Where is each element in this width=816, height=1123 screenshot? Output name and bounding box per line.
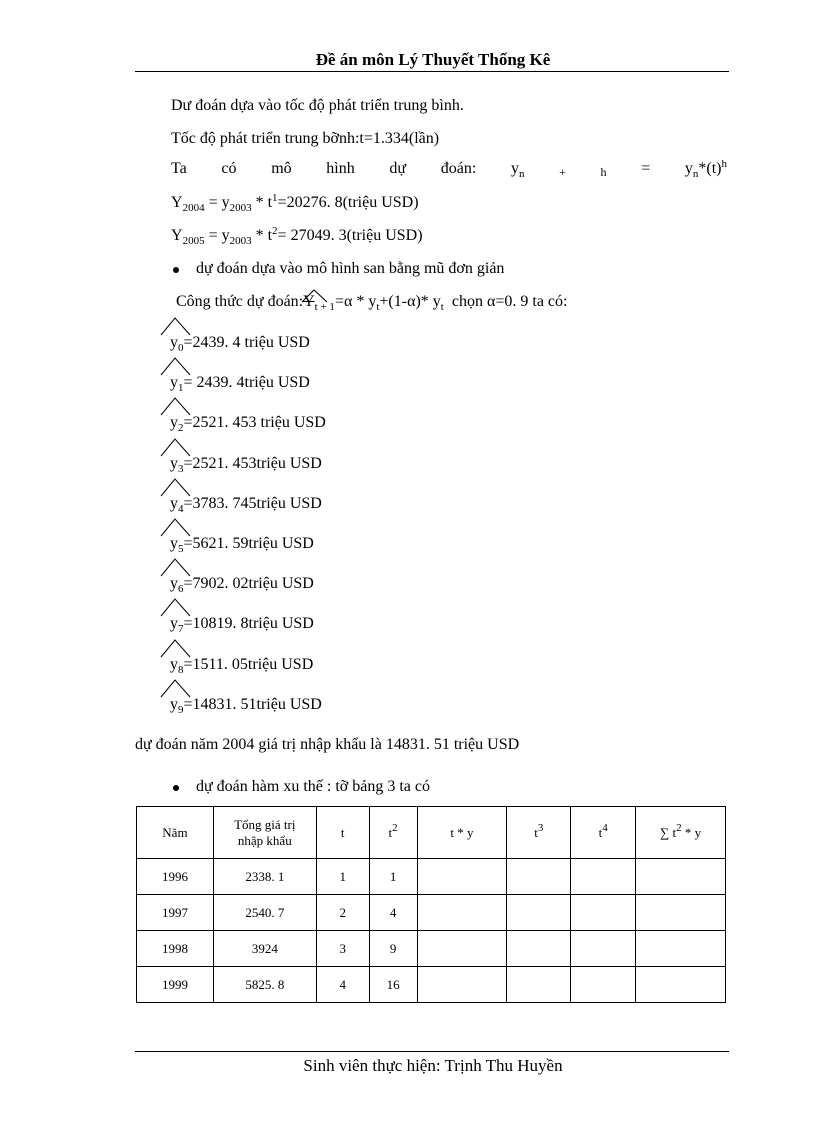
avg-growth-rate-line: Tốc độ phát triển trung bỡnh:t=1.334(lần) bbox=[171, 130, 440, 147]
table-cell bbox=[417, 931, 507, 967]
model-word: mô bbox=[271, 160, 292, 177]
col-header-t2: $t^2$ bbox=[369, 807, 417, 859]
model-formula-h: h bbox=[600, 165, 607, 179]
hat-icon bbox=[301, 289, 331, 303]
table-cell bbox=[417, 895, 507, 931]
col-header-t4: $t^4$ bbox=[571, 807, 636, 859]
model-formula-rhs: $y_n*(t)^h$ bbox=[684, 158, 727, 180]
col-header-year: Năm bbox=[137, 807, 214, 859]
col-header-t3: $t^3$ bbox=[507, 807, 571, 859]
model-word: hình bbox=[326, 160, 355, 177]
conclusion-line: dự đoán năm 2004 giá trị nhập khẩu là 14831. 51 triệu USD bbox=[135, 736, 520, 753]
exp-smoothing-bullet-text: dự đoán dựa vào mô hình san bằng mũ đơn giản bbox=[196, 260, 505, 277]
model-formula-lhs: $y_n$ bbox=[510, 160, 525, 180]
hat-icon bbox=[160, 396, 192, 416]
forecast-model-line bbox=[171, 160, 727, 180]
table-cell: 1996 bbox=[137, 859, 214, 895]
header-rule bbox=[135, 71, 729, 72]
hat-icon bbox=[160, 316, 192, 336]
model-word: dự bbox=[389, 160, 407, 177]
hat-icon bbox=[160, 638, 192, 658]
model-word: Ta bbox=[171, 160, 187, 177]
table-cell bbox=[636, 967, 726, 1003]
hat-icon bbox=[160, 517, 192, 537]
hat-icon bbox=[160, 557, 192, 577]
bullet-dot bbox=[173, 785, 179, 791]
table-row bbox=[137, 895, 726, 931]
page-header-title: Đề án môn Lý Thuyết Thống Kê bbox=[315, 50, 551, 69]
model-word: có bbox=[221, 160, 237, 177]
col-header-sum-t2y: ∑ $t^2$ * y bbox=[636, 807, 726, 859]
hat-icon bbox=[160, 356, 192, 376]
hat-icon bbox=[160, 597, 192, 617]
table-cell bbox=[417, 967, 507, 1003]
table-cell: 2 bbox=[316, 895, 369, 931]
table-row bbox=[137, 859, 726, 895]
table-cell: 5825. 8 bbox=[213, 967, 316, 1003]
table-cell: 4 bbox=[316, 967, 369, 1003]
hat-icon bbox=[160, 477, 192, 497]
table-cell bbox=[636, 859, 726, 895]
import-value-table bbox=[136, 806, 726, 1003]
footer-author: Sinh viên thực hiện: Trịnh Thu Huyền bbox=[303, 1056, 563, 1075]
table-cell: 1999 bbox=[137, 967, 214, 1003]
table-cell bbox=[636, 931, 726, 967]
table-cell bbox=[571, 967, 636, 1003]
table-cell bbox=[571, 931, 636, 967]
table-cell: 9 bbox=[369, 931, 417, 967]
table-row bbox=[137, 967, 726, 1003]
footer-rule bbox=[135, 1051, 729, 1052]
table-cell: 3924 bbox=[213, 931, 316, 967]
table-cell bbox=[636, 895, 726, 931]
table-cell bbox=[571, 895, 636, 931]
table-cell bbox=[417, 859, 507, 895]
model-formula-equals: = bbox=[641, 160, 651, 177]
smoothing-formula-line: Công thức dự đoán: $Y_{t + 1}=\alpha * y_t+(1-\alpha)*$ $y_t$ chọn α=0. 9 ta có: bbox=[176, 293, 567, 311]
table-cell: 2338. 1 bbox=[213, 859, 316, 895]
table-cell: 1998 bbox=[137, 931, 214, 967]
col-header-total-import: Tổng giá trị nhập khẩu bbox=[213, 807, 316, 859]
y2004-forecast-line: $Y_{2004} = y_{2003} * t^1=20276$. 8(triệu USD) bbox=[171, 192, 419, 214]
hat-icon bbox=[160, 678, 192, 698]
hat-icon bbox=[160, 437, 192, 457]
model-formula-plus: + bbox=[559, 165, 566, 179]
table-row bbox=[137, 931, 726, 967]
trend-function-bullet-text: dự đoán hàm xu thế : tỡ bảng 3 ta có bbox=[196, 778, 430, 795]
table-cell: 1 bbox=[316, 859, 369, 895]
table-cell: 1997 bbox=[137, 895, 214, 931]
table-cell: 4 bbox=[369, 895, 417, 931]
table-header-row bbox=[137, 807, 726, 859]
bullet-dot bbox=[173, 267, 179, 273]
col-header-t: t bbox=[316, 807, 369, 859]
model-word: đoán: bbox=[440, 160, 477, 177]
y2005-forecast-line: $Y_{2005} = y_{2003} * t^2= 27049$. 3(triệu USD) bbox=[171, 225, 423, 247]
table-cell bbox=[507, 859, 571, 895]
table-cell bbox=[507, 967, 571, 1003]
table-cell bbox=[507, 931, 571, 967]
table-cell: 16 bbox=[369, 967, 417, 1003]
table-cell bbox=[571, 859, 636, 895]
table-cell: 3 bbox=[316, 931, 369, 967]
table-cell bbox=[507, 895, 571, 931]
forecast-avg-growth-line: Dư đoán dựa vào tốc độ phát triển trung bình. bbox=[171, 97, 464, 114]
table-cell: 2540. 7 bbox=[213, 895, 316, 931]
table-cell: 1 bbox=[369, 859, 417, 895]
col-header-t-times-y: t * y bbox=[417, 807, 507, 859]
